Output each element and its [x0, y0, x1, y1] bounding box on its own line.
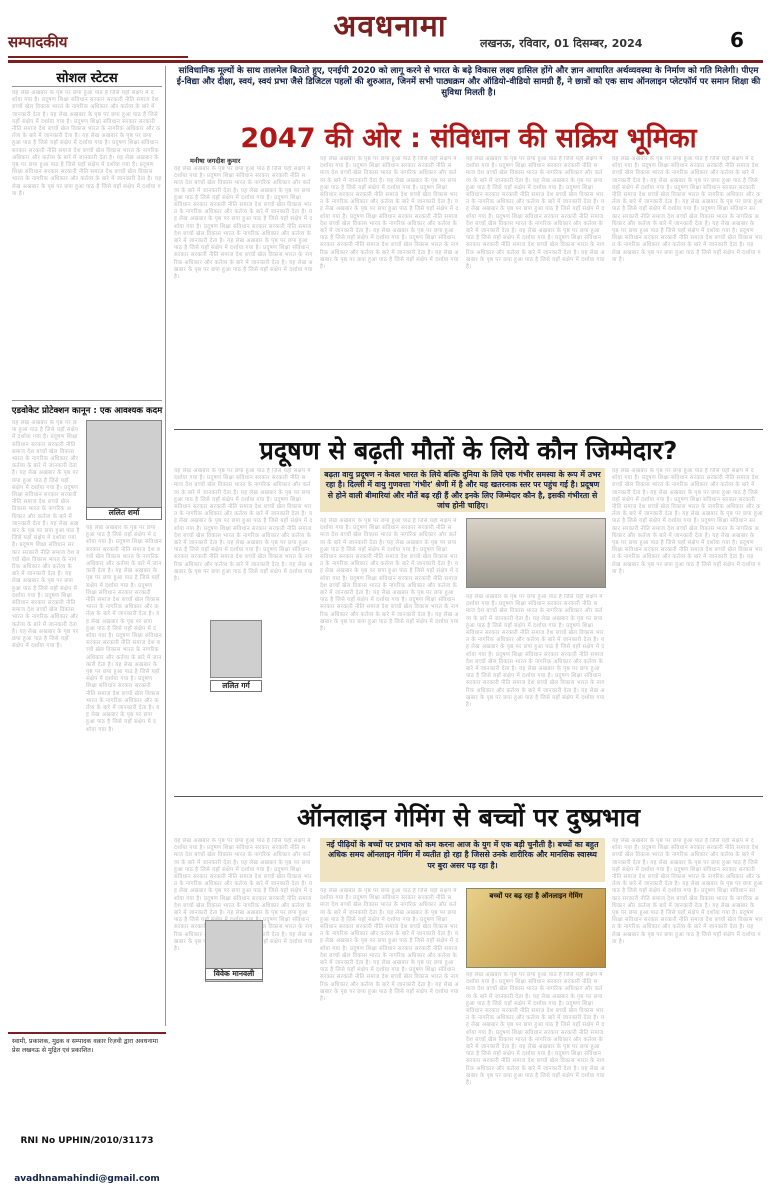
- lead-deck: सांविधानिक मूल्यों के साथ तालमेल बिठाते हुए, एनईपी 2020 को लागू करने से भारत के बढ़े विकास लक्ष्य हासिल होंगे और ज्ञान आधारित अर्थव्यवस्था के निर्माण को गति मिलेगी। पीएम ई-विद्या और दीक्षा, स्वयं, स्वयं प्रभा जैसे डिजिटल पहलों की शुरुआत, जिनमें सभी पाठ्यक्रम और ऑडियो-वीडियो सामग्री हैं, ने छात्रों को एक साथ ऑनलाइन प्लेटफॉर्म पर समान शिक्षा की सुविधा मिलती है।: [176, 66, 761, 98]
- article-column: [466, 156, 606, 426]
- article-highlight-box: बढ़ता वायु प्रदूषण न केवल भारत के लिये बल्कि दुनिया के लिये एक गंभीर समस्या के रूप में उभर रहा है। दिल्ली में वायु गुणवत्ता 'गंभीर' श्रेणी में है और यह खतरनाक स्तर पर पहुंच गई है। प्रदूषण से होने वाली बीमारियां और मौतें बढ़ रही हैं और इनके लिए जिम्मेदार कौन है, इसकी गंभीरता से जांच होनी चाहिए।: [320, 468, 605, 512]
- sidebar-body-text: [12, 90, 162, 396]
- article-headline: प्रदूषण से बढ़ती मौतों के लिये कौन जिम्मेदार?: [259, 436, 678, 465]
- smog-photo: [466, 518, 606, 588]
- photo-label: बच्चों पर बढ़ रहा है ऑनलाइन गेमिंग: [489, 892, 583, 900]
- article-column: [320, 518, 460, 793]
- rni-number: RNI No UPHIN/2010/31173: [20, 1136, 154, 1146]
- page-number: 6: [730, 28, 744, 52]
- sidebar-title: सोशल स्टेटस: [56, 71, 118, 86]
- author-caption: विवेक मानवली: [205, 968, 263, 980]
- divider: [174, 796, 763, 797]
- sidebar-column-text: [12, 420, 80, 1030]
- author-photo: [86, 420, 162, 520]
- divider: [12, 400, 162, 401]
- article-column: [612, 156, 763, 426]
- masthead-logo[interactable]: अवधनामा: [333, 9, 447, 44]
- issue-date: लखनऊ, रविवार, 01 दिसम्बर, 2024: [480, 37, 643, 50]
- sidebar-column-text: [86, 525, 162, 1030]
- header-rule: [8, 60, 763, 63]
- article-column: [320, 156, 460, 426]
- article-column: [174, 166, 314, 426]
- article-byline: मनीषा जगदीश कुमार: [190, 157, 241, 165]
- article-column: [466, 594, 606, 793]
- article-column: [612, 468, 763, 793]
- author-caption: ललित गर्ग: [210, 680, 262, 692]
- article-headline: ऑनलाइन गेमिंग से बच्चों पर दुष्प्रभाव: [297, 803, 640, 832]
- article-headline: 2047 की ओर : संविधान की सक्रिय भूमिका: [240, 123, 697, 154]
- article-column: [466, 972, 606, 1193]
- divider: [174, 429, 763, 430]
- footer-box: [8, 1032, 166, 1192]
- article-column: [320, 888, 460, 1193]
- author-photo: [210, 620, 262, 678]
- article-column: [174, 838, 314, 1193]
- article-highlight-box: नई पीढ़ियों के बच्चों पर प्रभाव को कम करना आज के युग में एक बड़ी चुनौती है। बच्चों का बहुत अधिक समय ऑनलाइन गेमिंग में व्यतीत हो रहा है जिससे उनके शारीरिक और मानसिक स्वास्थ्य पर बुरा असर पड़ रहा है।: [320, 838, 605, 882]
- sidebar-subhead: एडवोकेट प्रोटेक्शन कानून : एक आवश्यक कदम: [11, 406, 163, 416]
- article-column: [612, 838, 763, 1193]
- author-caption: ललित शर्मा: [86, 507, 162, 520]
- section-title: सम्पादकीय: [8, 33, 68, 51]
- footer-imprint: स्वामी, प्रकाशक, मुद्रक व सम्पादक वक़ार रिज़वी द्वारा अवधनामा प्रेस लखनऊ से मुद्रित एवं प्रकाशित।: [12, 1038, 158, 1054]
- divider: [12, 86, 162, 87]
- footer-email[interactable]: avadhnamahindi@gmail.com: [14, 1174, 160, 1184]
